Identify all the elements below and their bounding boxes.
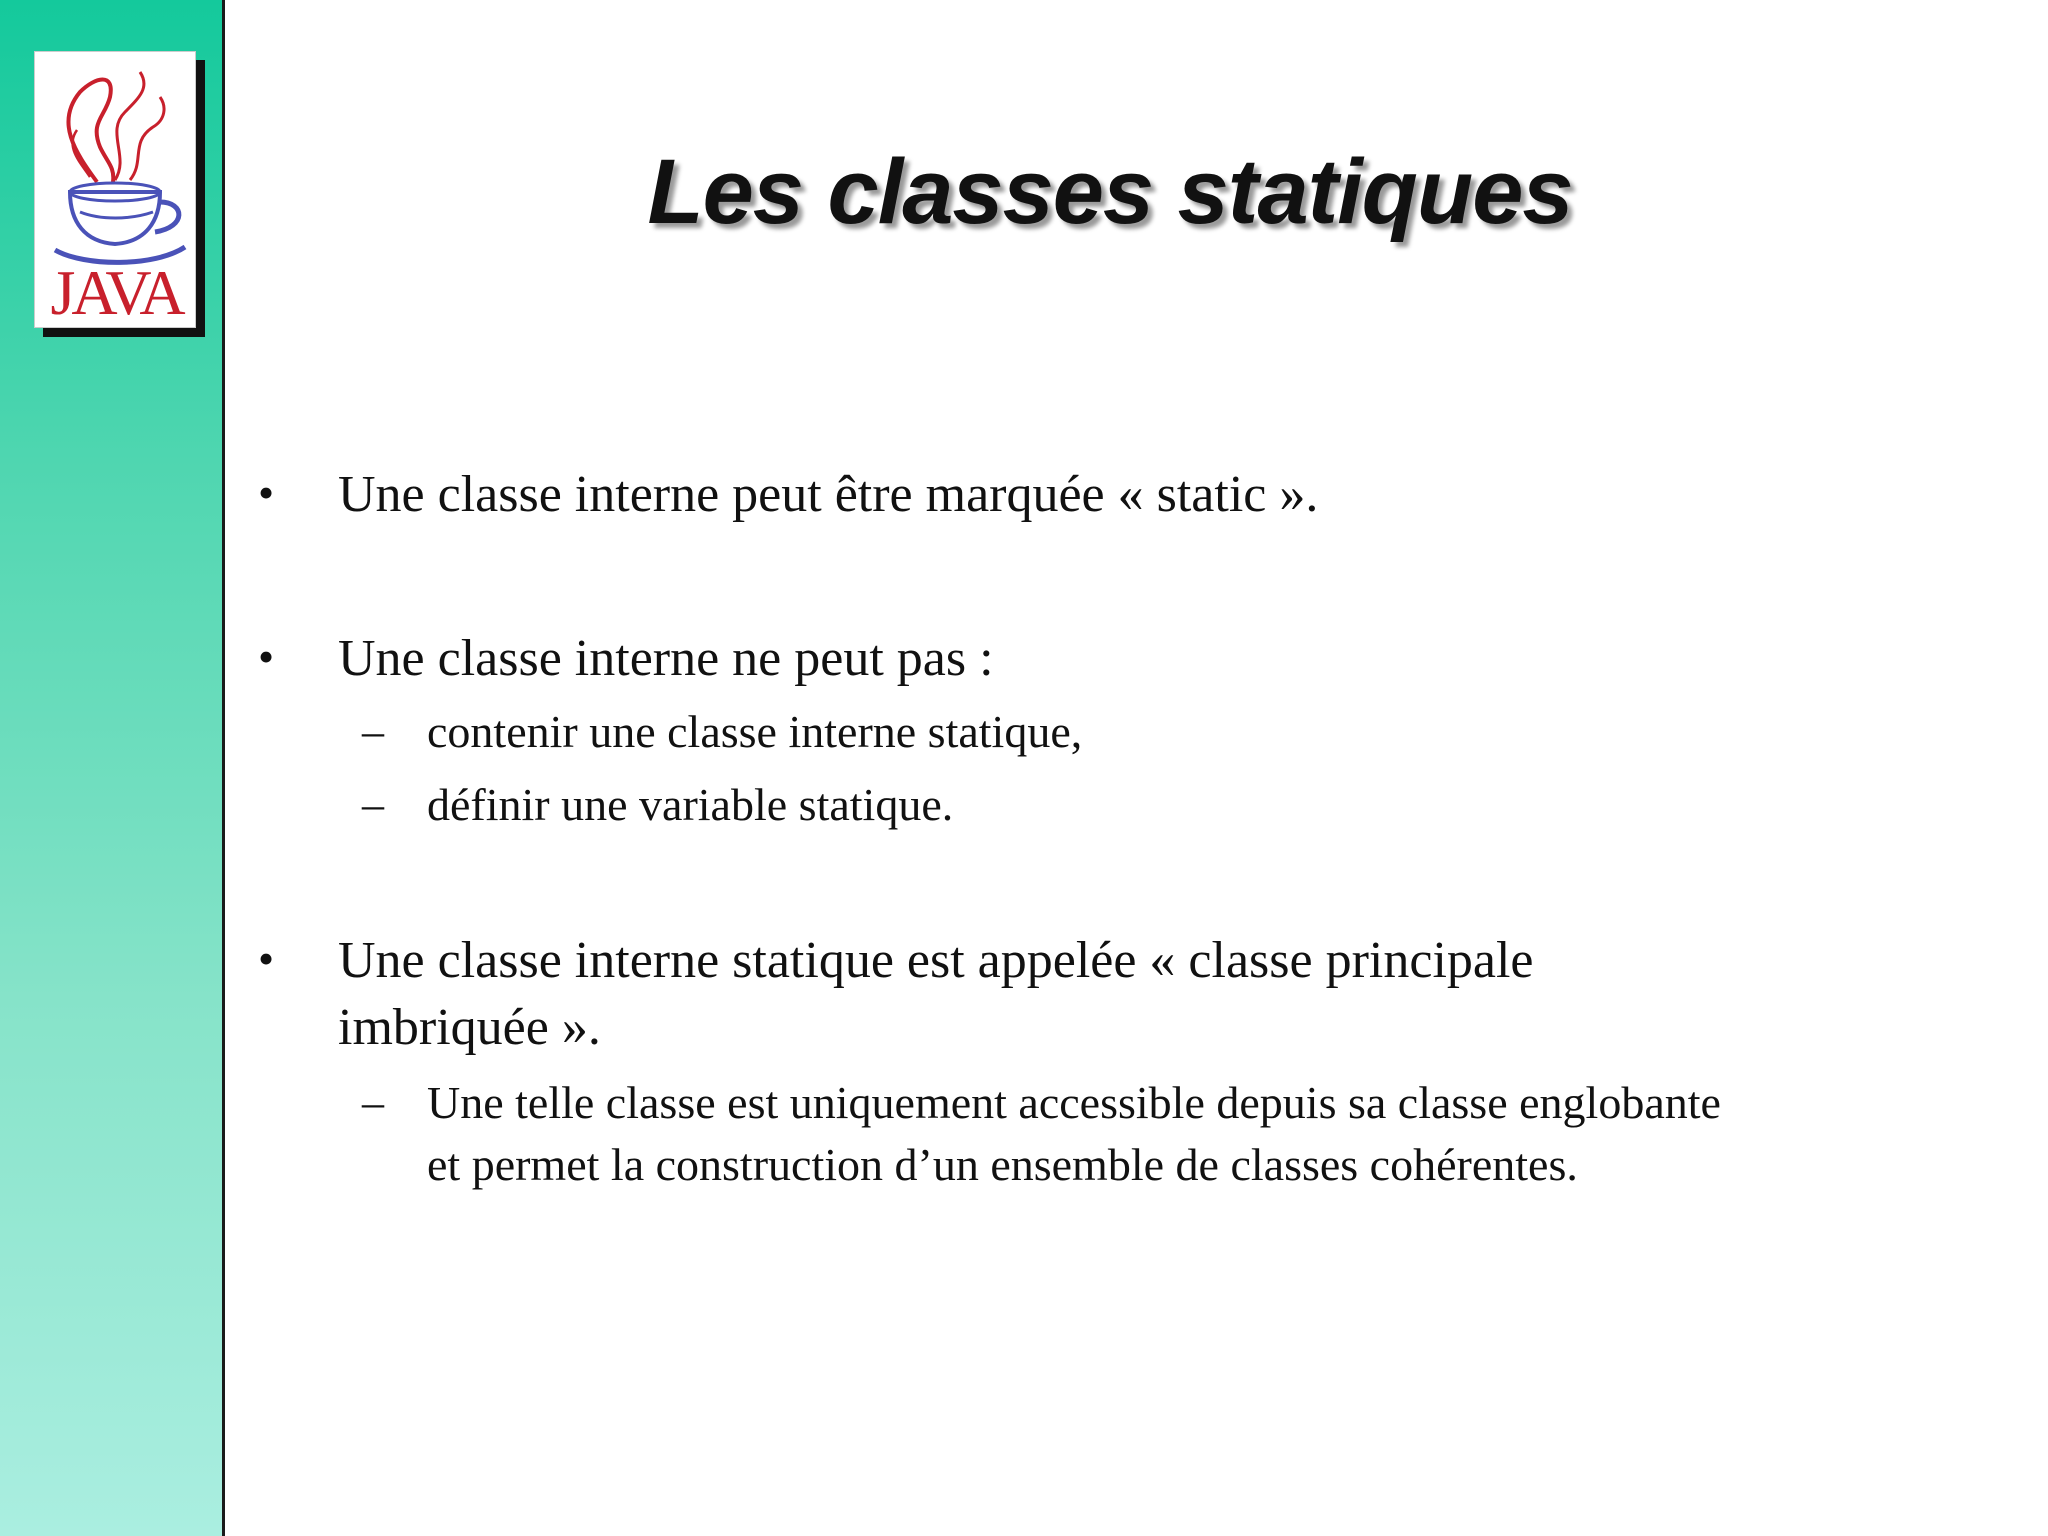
subitem-2-1-mark: – bbox=[362, 707, 384, 756]
bullet-2-mark: • bbox=[258, 631, 275, 682]
bullet-1-text: Une classe interne peut être marquée « static ». bbox=[338, 466, 1319, 523]
bullet-3-text-line-2: imbriquée ». bbox=[338, 999, 601, 1056]
subitem-3-1-text-line-1: Une telle classe est uniquement accessible depuis sa classe englobante bbox=[427, 1077, 1721, 1128]
bullet-3-text-line-1: Une classe interne statique est appelée « classe principale bbox=[338, 932, 1534, 989]
bullet-3-mark: • bbox=[258, 933, 275, 984]
subitem-2-1-text: contenir une classe interne statique, bbox=[427, 706, 1083, 757]
java-logo-text: JAVA bbox=[50, 257, 182, 328]
bullet-2-text: Une classe interne ne peut pas : bbox=[338, 630, 994, 687]
subitem-2-2-mark: – bbox=[362, 780, 384, 829]
subitem-3-1-text-line-2: et permet la construction d’un ensemble de classes cohérentes. bbox=[427, 1139, 1578, 1190]
subitem-3-1-mark: – bbox=[362, 1078, 384, 1127]
bullet-1-mark: • bbox=[258, 467, 275, 518]
slide-title: Les classes statiques bbox=[647, 141, 1573, 243]
subitem-2-2-text: définir une variable statique. bbox=[427, 779, 954, 830]
